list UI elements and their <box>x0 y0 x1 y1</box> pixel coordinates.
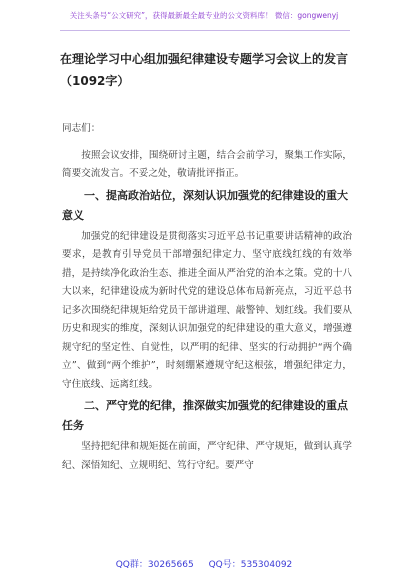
header-notice: 关注头条号“公文研究”，获得最新最全最专业的公文资料库！ 微信：gongwenyj <box>69 11 339 20</box>
section-paragraph-1: 加强党的纪律建设是贯彻落实习近平总书记重要讲话精神的政治要求，是教育引导党员干部增强纪律定力、坚守底线红线的有效举措，是持续净化政治生态、推进全面从严治党的治本之策。党的十八大以来，纪律建设成为新时代党的建设总体布局新亮点，习近平总书记多次围绕纪律规矩给党员干部讲道理、敲警钟、划红线。我们要从历史和现实的维度，深刻认识加强党的纪律建设的重大意义，增强遵规守纪的坚定性、自觉性，以严明的纪律、坚实的行动拥护“两个确立”、做到“两个维护”，时刻绷紧遵规守纪这根弦，增强纪律定力，守住底线、远离红线。 <box>62 230 352 390</box>
footer-contact <box>0 557 408 570</box>
footer-qq-group: QQ群：30265665 <box>115 560 194 570</box>
section-heading-1: 一、提高政治站位，深刻认识加强党的纪律建设的重大意义 <box>62 188 348 222</box>
intro-paragraph: 按照会议安排，围绕研讨主题，结合会前学习，聚集工作实际，简要交流发言。不妥之处，敬请批评指正。 <box>62 149 352 179</box>
document-title: 在理论学习中心组加强纪律建设专题学习会议上的发言（1092字） <box>60 52 349 88</box>
footer-qq-number: QQ号：535304092 <box>208 560 293 570</box>
greeting: 同志们： <box>62 123 101 134</box>
section-paragraph-2: 坚持把纪律和规矩挺在前面，严守纪律、严守规矩，做到认真学纪、深悟知纪、立规明纪、笃行守纪。要严守 <box>62 441 352 471</box>
header-divider <box>60 30 350 31</box>
document-body <box>62 120 352 475</box>
section-heading-2: 二、严守党的纪律，推深做实加强党的纪律建设的重点任务 <box>62 399 348 432</box>
